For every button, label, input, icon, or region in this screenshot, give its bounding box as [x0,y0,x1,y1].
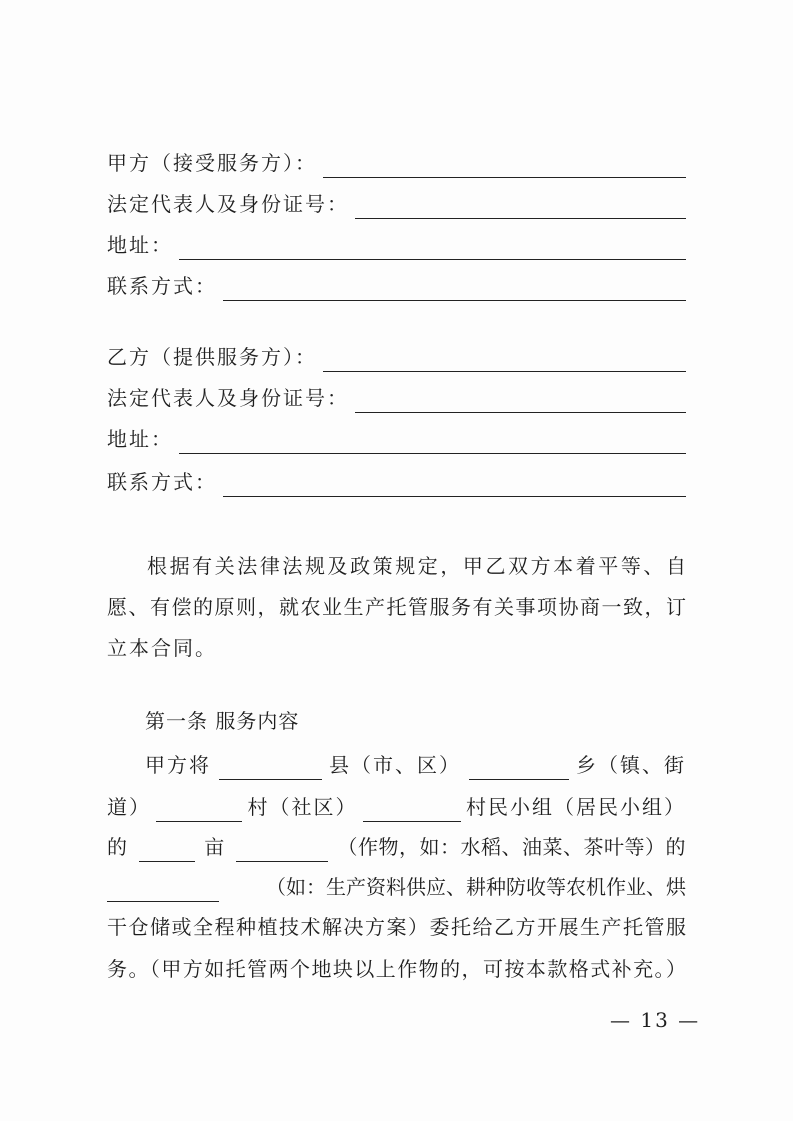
party-a-contact-row [107,271,686,301]
party-b-address-blank[interactable] [179,431,686,454]
party-b-contact-blank[interactable] [223,474,686,497]
party-b-rep-row [107,383,686,413]
group-blank[interactable] [363,799,461,822]
text-segment: 村民小组（居民小组） [466,795,686,819]
party-b-name-row [107,342,686,372]
party-a-rep-row [107,189,686,219]
preamble-line: 愿、有偿的原则，就农业生产托管服务有关事项协商一致，订 [107,595,686,619]
party-a-name-blank[interactable] [323,155,686,178]
text-segment: 的 [107,835,129,859]
party-b-name-blank[interactable] [323,349,686,372]
text-segment: 县（市、区） [329,753,461,777]
party-b-contact-row [107,467,686,497]
field-label: 地址： [107,233,173,257]
text-segment: 亩 [204,835,227,859]
page-number: — 13 — [610,1008,701,1032]
article-line [107,832,686,862]
village-blank[interactable] [156,799,242,822]
party-a-name-row [107,148,686,178]
field-label: 乙方（提供服务方）： [107,345,317,369]
article-heading: 第一条 服务内容 [145,709,300,733]
county-blank[interactable] [219,757,322,780]
article-line [107,792,686,822]
article-line [107,872,686,902]
field-label: 甲方（接受服务方）： [107,151,317,175]
text-segment: （作物，如：水稻、油菜、茶叶等）的 [337,835,686,859]
party-a-address-row [107,230,686,260]
area-blank[interactable] [139,839,195,862]
text-segment: （如：生产资料供应、耕种防收等农机作业、烘 [266,875,686,899]
party-a-contact-blank[interactable] [223,278,686,301]
text-segment: 道） [107,795,151,819]
text-segment: 乡（镇、街 [576,753,686,777]
party-b-address-row [107,424,686,454]
field-label: 法定代表人及身份证号： [107,192,349,216]
party-a-address-blank[interactable] [179,237,686,260]
field-label: 联系方式： [107,470,217,494]
party-a-rep-blank[interactable] [355,196,686,219]
crop-blank[interactable] [236,839,328,862]
preamble-line: 根据有关法律法规及政策规定，甲乙双方本着平等、自 [147,554,686,578]
preamble-line: 立本合同。 [107,636,217,660]
field-label: 联系方式： [107,274,217,298]
service-type-blank[interactable] [107,879,219,902]
party-b-rep-blank[interactable] [355,390,686,413]
text-segment: 甲方将 [145,753,211,777]
article-line: 干仓储或全程种植技术解决方案）委托给乙方开展生产托管服 [107,915,686,939]
township-blank[interactable] [469,757,569,780]
field-label: 法定代表人及身份证号： [107,386,349,410]
text-segment: 村（社区） [247,795,358,819]
article-line [145,750,686,780]
article-line: 务。（甲方如托管两个地块以上作物的，可按本款格式补充。） [107,957,686,981]
field-label: 地址： [107,427,173,451]
